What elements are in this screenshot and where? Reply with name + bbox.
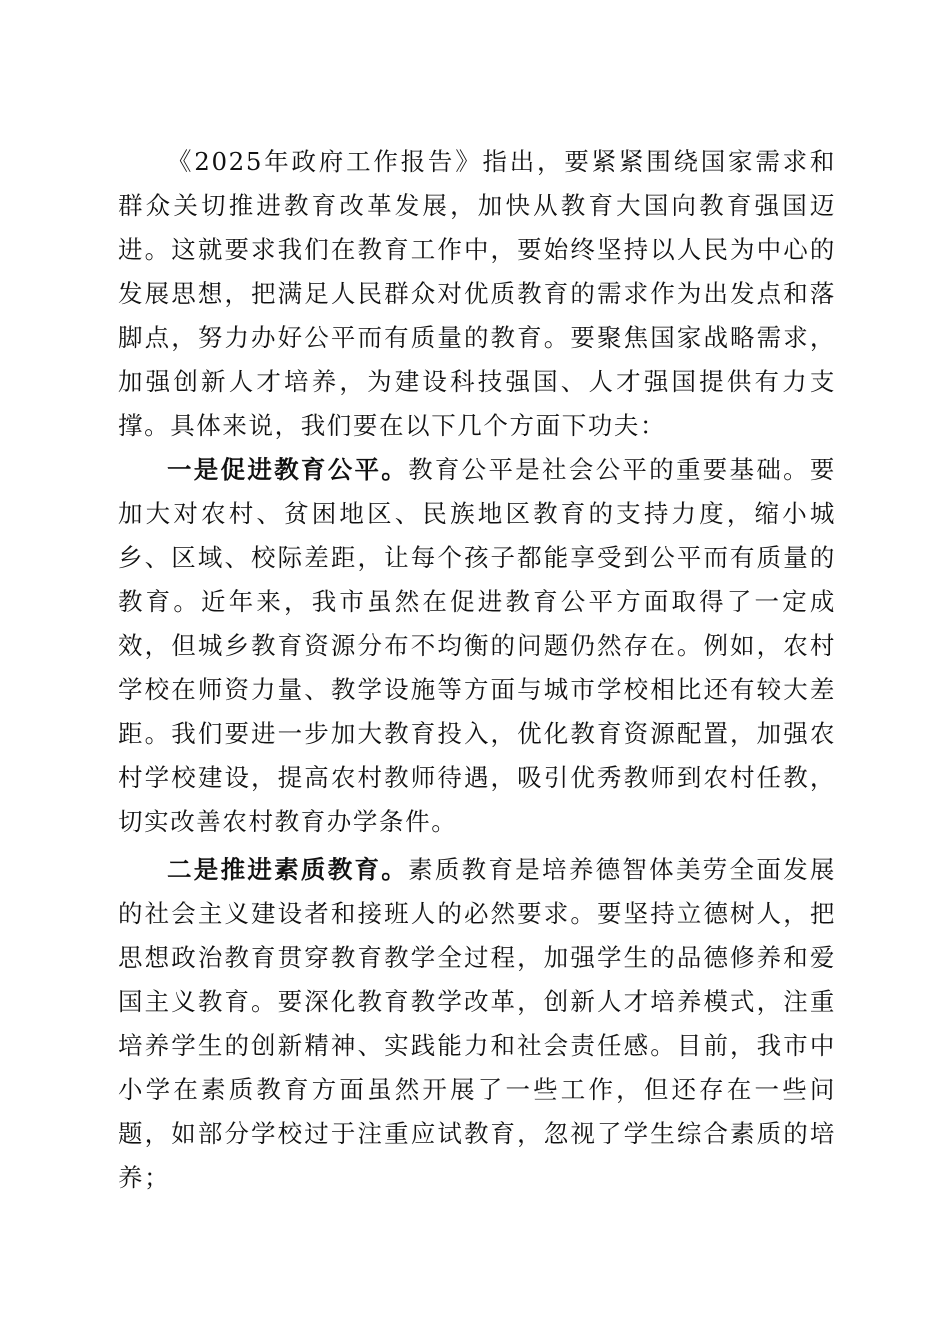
paragraph-intro <box>118 140 836 448</box>
paragraph-quality-education-lead: 二是推进素质教育。 <box>167 855 409 884</box>
paragraph-education-equity <box>118 448 836 844</box>
paragraph-intro-text: 《2025年政府工作报告》指出，要紧紧围绕国家需求和群众关切推进教育改革发展，加快从教育大国向教育强国迈进。这就要求我们在教育工作中，要始终坚持以人民为中心的发展思想，把满足人民群众对优质教育的需求作为出发点和落脚点，努力办好公平而有质量的教育。要聚焦国家战略需求，加强创新人才培养，为建设科技强国、人才强国提供有力支撑。具体来说，我们要在以下几个方面下功夫： <box>118 147 836 440</box>
paragraph-quality-education <box>118 848 836 1200</box>
paragraph-education-equity-text: 教育公平是社会公平的重要基础。要加大对农村、贫困地区、民族地区教育的支持力度，缩小城乡、区域、校际差距，让每个孩子都能享受到公平而有质量的教育。近年来，我市虽然在促进教育公平方面取得了一定成效，但城乡教育资源分布不均衡的问题仍然存在。例如，农村学校在师资力量、教学设施等方面与城市学校相比还有较大差距。我们要进一步加大教育投入，优化教育资源配置，加强农村学校建设，提高农村教师待遇，吸引优秀教师到农村任教，切实改善农村教育办学条件。 <box>118 455 836 836</box>
document-body <box>118 140 836 1200</box>
paragraph-education-equity-lead: 一是促进教育公平。 <box>167 455 409 484</box>
paragraph-quality-education-text: 素质教育是培养德智体美劳全面发展的社会主义建设者和接班人的必然要求。要坚持立德树人，把思想政治教育贯穿教育教学全过程，加强学生的品德修养和爱国主义教育。要深化教育教学改革，创新人才培养模式，注重培养学生的创新精神、实践能力和社会责任感。目前，我市中小学在素质教育方面虽然开展了一些工作，但还存在一些问题，如部分学校过于注重应试教育，忽视了学生综合素质的培养； <box>118 855 836 1192</box>
